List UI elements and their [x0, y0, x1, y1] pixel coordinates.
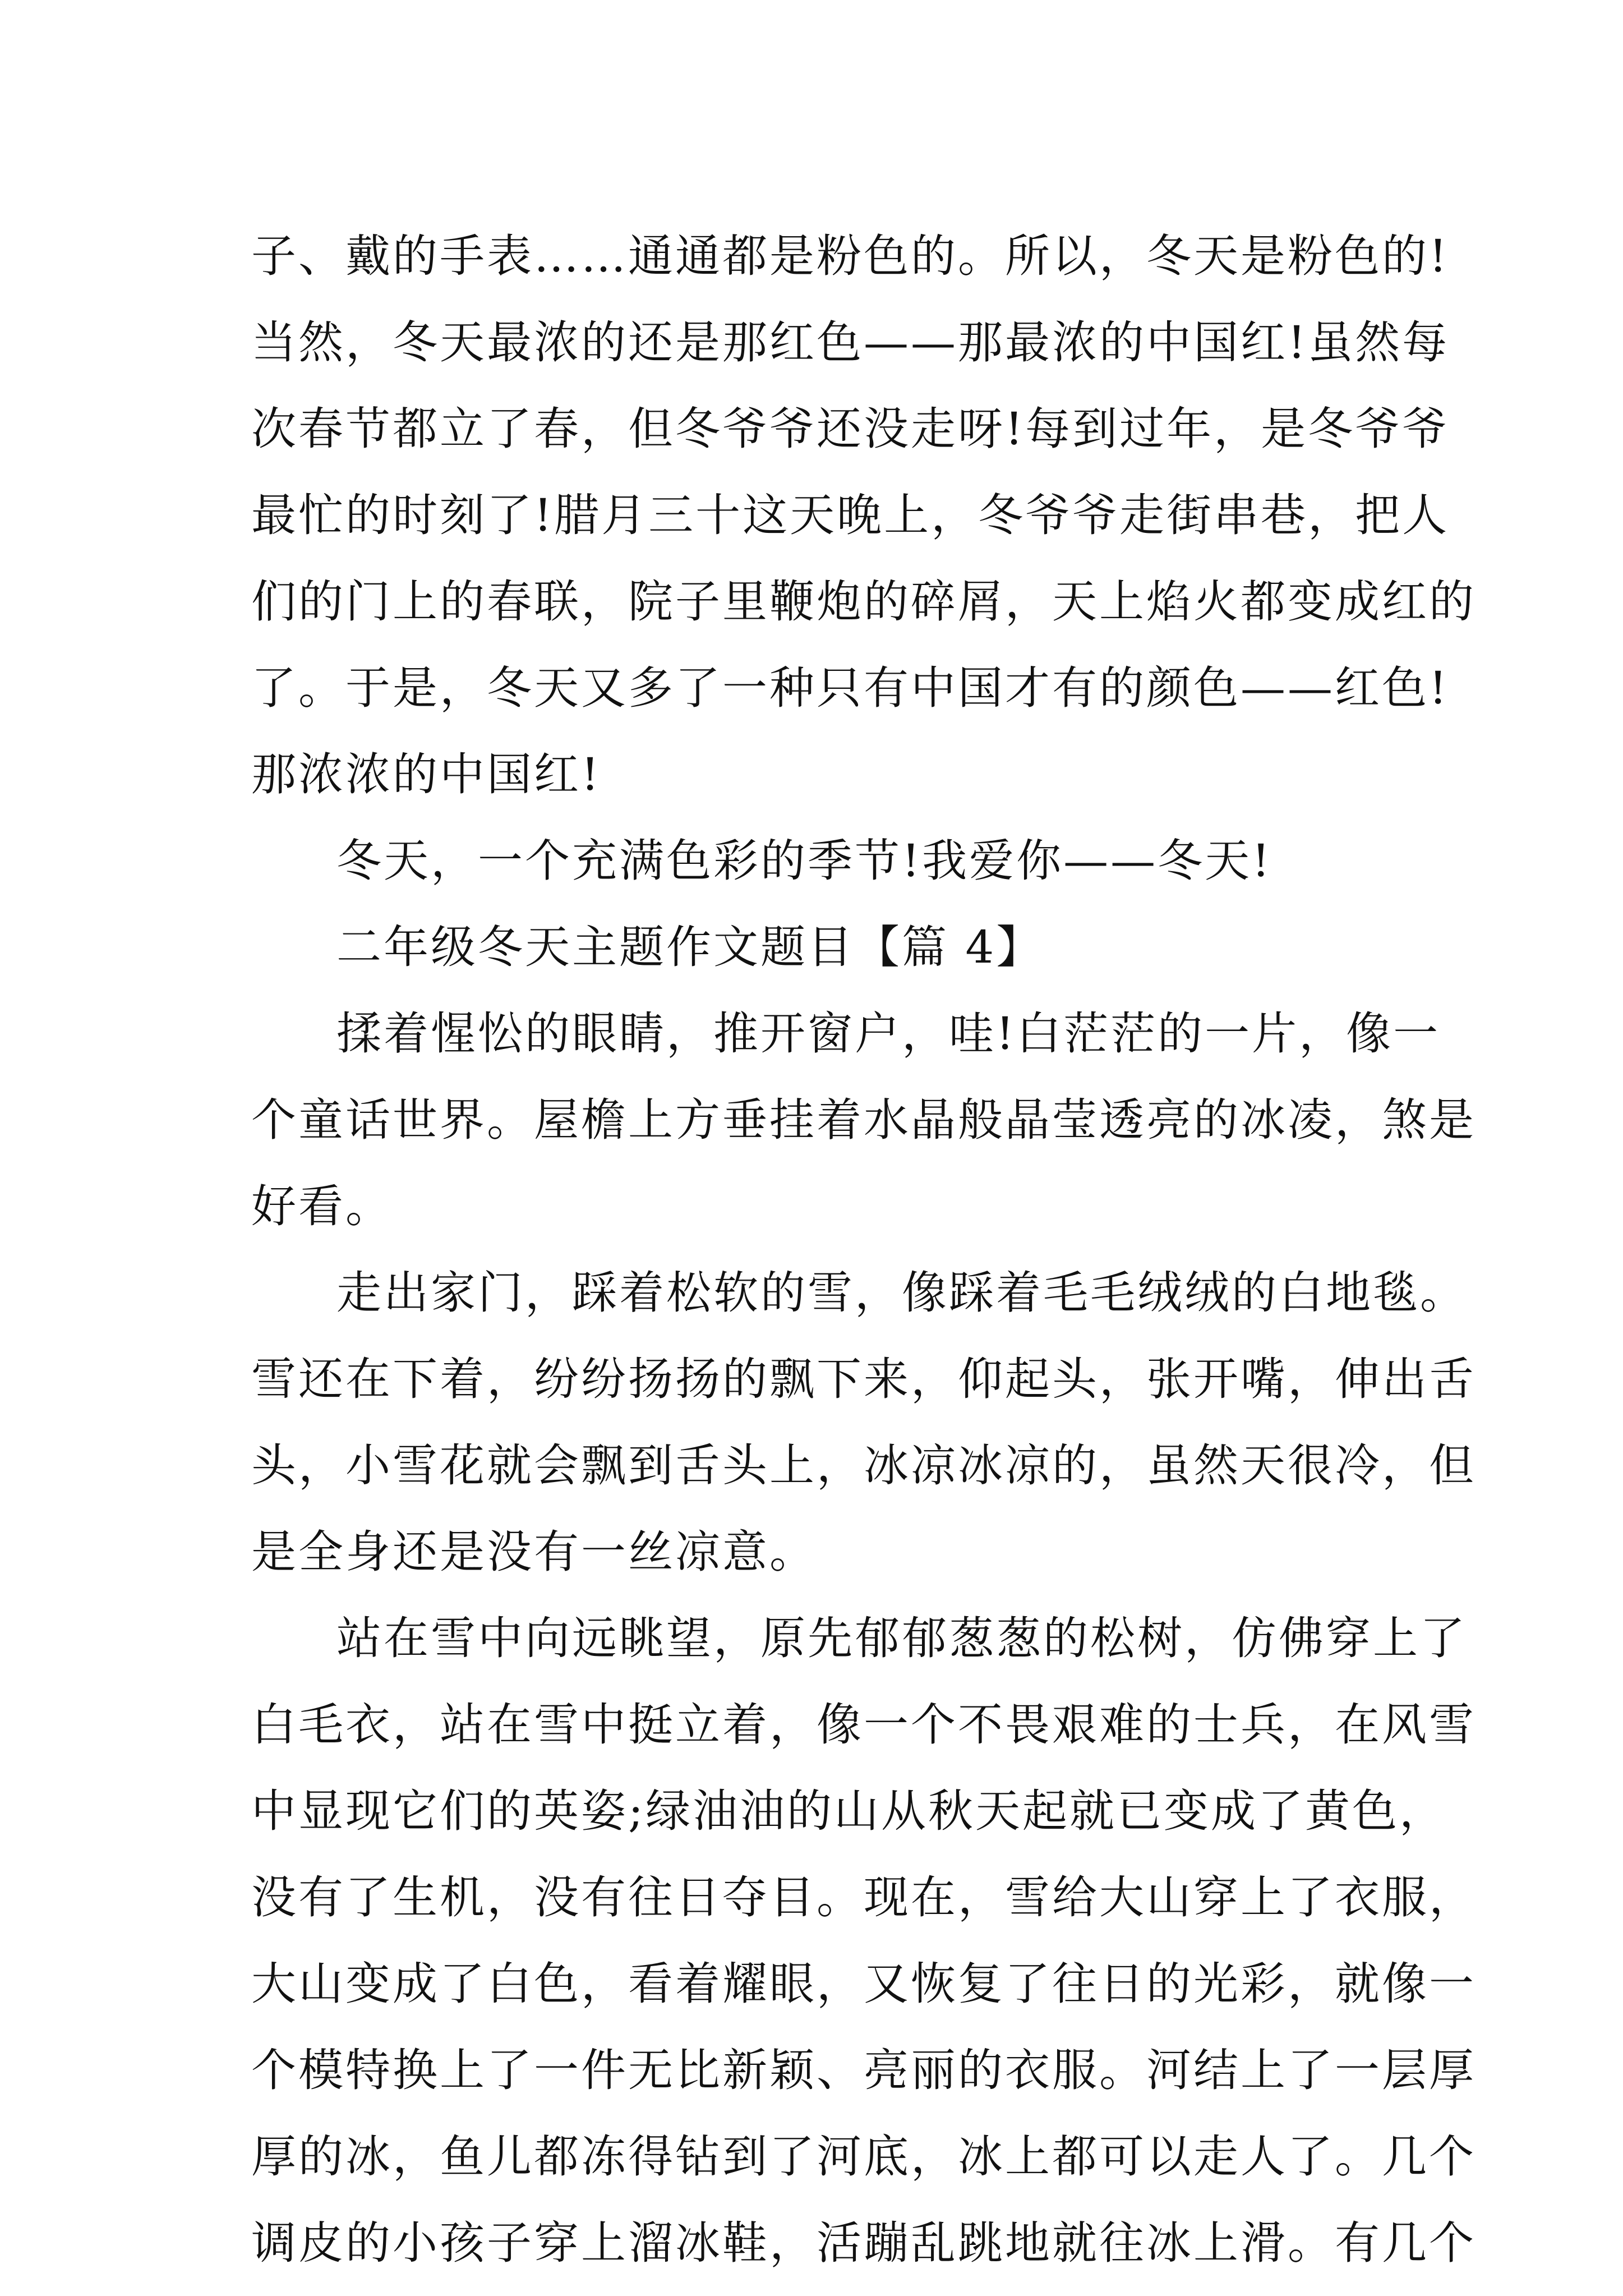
text-line: 没有了生机，没有往日夺目。现在，雪给大山穿上了衣服， — [251, 1871, 1476, 1924]
text-line: 中显现它们的英姿;绿油油的山从秋天起就已变成了黄色， — [251, 1785, 1446, 1837]
paragraph-line: 揉着惺忪的眼睛，推开窗户，哇!白茫茫的一片，像一 — [336, 1007, 1441, 1060]
text-line: 个童话世界。屋檐上方垂挂着水晶般晶莹透亮的冰凌，煞是 — [251, 1094, 1476, 1146]
text-line: 次春节都立了春，但冬爷爷还没走呀!每到过年，是冬爷爷 — [251, 403, 1450, 455]
text-line: 厚的冰，鱼儿都冻得钻到了河底，冰上都可以走人了。几个 — [251, 2131, 1476, 2183]
paragraph-line: 站在雪中向远眺望，原先郁郁葱葱的松树，仿佛穿上了 — [336, 1612, 1467, 1664]
paragraph-line: 走出家门，踩着松软的雪，像踩着毛毛绒绒的白地毯。 — [336, 1267, 1467, 1319]
text-line: 最忙的时刻了!腊月三十这天晚上，冬爷爷走街串巷，把人 — [251, 489, 1450, 541]
text-line: 那浓浓的中国红! — [251, 748, 602, 800]
paragraph-line: 冬天，一个充满色彩的季节!我爱你——冬天! — [336, 835, 1272, 887]
text-line: 调皮的小孩子穿上溜冰鞋，活蹦乱跳地就往冰上滑。有几个 — [251, 2217, 1476, 2269]
text-line: 子、戴的手表……通通都是粉色的。所以，冬天是粉色的! — [251, 230, 1450, 282]
text-line: 白毛衣，站在雪中挺立着，像一个不畏艰难的士兵，在风雪 — [251, 1699, 1476, 1751]
text-line: 了。于是，冬天又多了一种只有中国才有的颜色——红色! — [251, 662, 1450, 714]
section-heading: 二年级冬天主题作文题目【篇 4】 — [336, 921, 1044, 973]
text-line: 当然，冬天最浓的还是那红色——那最浓的中国红!虽然每 — [251, 316, 1450, 369]
text-line: 好看。 — [251, 1180, 393, 1232]
text-line: 是全身还是没有一丝凉意。 — [251, 1526, 817, 1578]
text-line: 雪还在下着，纷纷扬扬的飘下来，仰起头，张开嘴，伸出舌 — [251, 1353, 1476, 1405]
text-line: 个模特换上了一件无比新颖、亮丽的衣服。河结上了一层厚 — [251, 2044, 1476, 2096]
text-line: 们的门上的春联，院子里鞭炮的碎屑，天上焰火都变成红的 — [251, 576, 1476, 628]
text-line: 头，小雪花就会飘到舌头上，冰凉冰凉的，虽然天很冷，但 — [251, 1439, 1476, 1492]
document-page — [251, 213, 1476, 2286]
text-line: 大山变成了白色，看着耀眼，又恢复了往日的光彩，就像一 — [251, 1958, 1476, 2010]
